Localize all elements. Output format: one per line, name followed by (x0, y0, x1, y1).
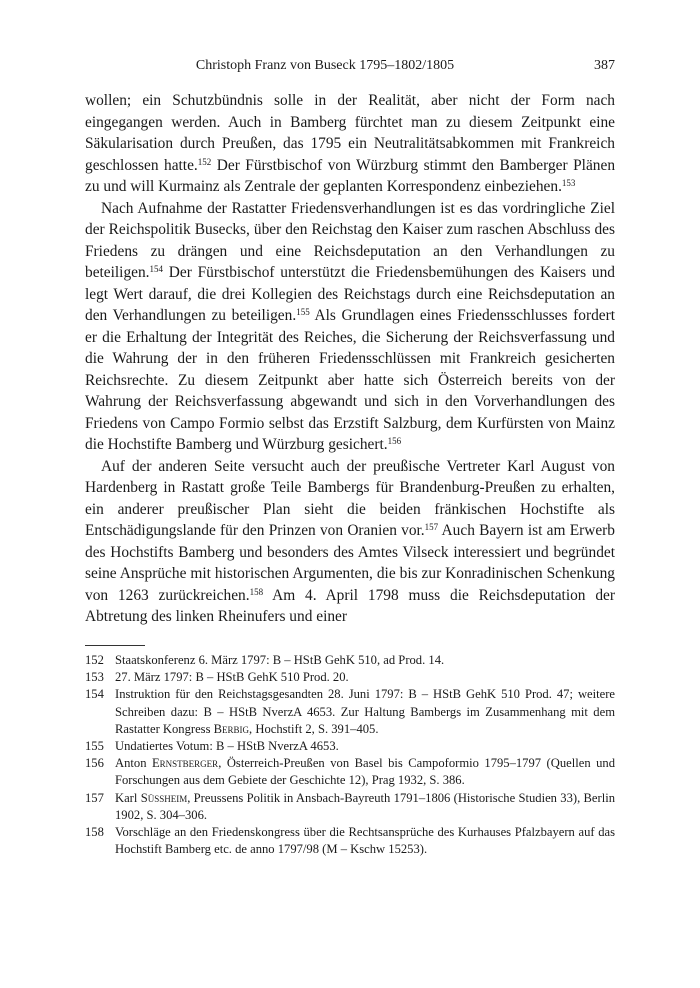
text-run: Der Fürstbischof unterstützt die Friedensbemühungen des Kaisers und legt Wert darauf, die drei Kollegien des Reichstags durch eine Reichsdeputation an den Verhandlungen zu beteiligen. (85, 264, 615, 324)
footnote-number: 157 (85, 790, 104, 805)
footnote-ref: 155 (296, 307, 310, 317)
footnote (85, 652, 615, 669)
paragraph (85, 198, 615, 456)
footnote-ref: 158 (249, 586, 264, 597)
footnote-ref: 152 (197, 156, 212, 167)
text-run: , Preussens Politik in Ansbach-Bayreuth 1791–1806 (Historische Studien 33), Berlin 1902, S. 304–306. (115, 790, 615, 822)
footnote-ref: 154 (149, 264, 164, 274)
footnote (85, 755, 615, 789)
author-name: Ernstberger (151, 756, 219, 771)
text-run: wollen; ein Schutzbündnis solle in der Realität, aber nicht der Form nach eingegangen werden. Auch in Bamberg fürchtet man zu diesem Zeitpunkt eine Säkularisation durch Preußen, das 1795 ein Neutralitätsabkommen mit Frankreich geschlossen hatte. (85, 92, 615, 174)
footnote-text: Undatiertes Votum: B – HStB NverzA 4653. (115, 739, 339, 754)
footnotes (85, 652, 615, 858)
footnote-text: Staatskonferenz 6. März 1797: B – HStB GehK 510, ad Prod. 14. (115, 653, 445, 667)
text-run: Instruktion für den Reichstagsgesandten 28. Juni 1797: B – HStB GehK 510 Prod. 47; weitere Schreiben dazu: B – HStB NverzA 4653. Zur Haltung Bambergs im Zusammenhang mit dem Rastatter Kongress (115, 687, 615, 736)
footnote-divider (85, 645, 145, 646)
text-run: Auch Bayern ist am Erwerb des Hochstifts Bamberg und besonders des Amtes Vilseck interessiert und begründet seine Ansprüche mit historischen Argumenten, die bis zur Konradinischen Schenkung von 1263 zurückreichen. (85, 522, 615, 604)
author-name: Süssheim (140, 790, 188, 805)
text-run: , Hochstift 2, S. 391–405. (249, 721, 379, 736)
footnote-number: 154 (85, 687, 104, 702)
footnote-text (115, 686, 615, 738)
footnote-text (115, 755, 615, 789)
footnote-ref: 157 (424, 522, 439, 532)
footnote-number: 152 (85, 653, 104, 667)
footnote-text (115, 790, 615, 824)
footnote-number: 158 (85, 825, 104, 840)
footnote (85, 790, 615, 824)
footnote-number: 155 (85, 739, 104, 754)
footnote-number: 156 (85, 756, 104, 771)
footnote-ref: 153 (561, 178, 576, 188)
text-run: Als Grundlagen eines Friedensschlusses fordert er die Erhaltung der Integrität des Reiches, die Sicherung der Reichsverfassung und die Wahrung der in den früheren Friedensschlüssen mit Frankreich gesicherten Reichsrechte. Zu diesem Zeitpunkt aber hatte sich Österreich bereits von der Wahrung der Reichsverfassung abgewandt und sich in den Vorverhandlungen des Friedens von Campo Formio selbst das Erzstift Salzburg, dem Kurfürsten von Mainz die Hochstifte Bamberg und Würzburg gesichert. (85, 307, 615, 453)
footnote (85, 686, 615, 738)
footnote (85, 669, 615, 686)
main-text (85, 90, 615, 628)
footnote-ref: 156 (387, 436, 402, 446)
footnote-text: Vorschläge an den Friedenskongress über die Rechtsansprüche des Kurhauses Pfalzbayern auf das Hochstift Bamberg etc. de anno 1797/98 (M – Kschw 15253). (115, 825, 615, 857)
text-run: , Österreich-Preußen von Basel bis Campoformio 1795–1797 (Quellen und Forschungen aus dem Gebiete der Geschichte 12), Prag 1932, S. 386. (115, 756, 615, 788)
footnote-number: 153 (85, 670, 104, 685)
footnote-text: 27. März 1797: B – HStB GehK 510 Prod. 20. (115, 670, 349, 685)
text-run: Auf der anderen Seite versucht auch der preußische Vertreter Karl August von Hardenberg in Rastatt große Teile Bambergs für Brandenburg-Preußen zu erhalten, ein anderer preußischer Plan sieht die beiden fränkischen Hochstifte als Entschädigungslande für den Prinzen von Oranien vor. (85, 457, 615, 539)
running-title: Christoph Franz von Buseck 1795–1802/1805 (195, 58, 455, 73)
text-run: Karl (115, 790, 141, 805)
text-run: Nach Aufnahme der Rastatter Friedensverhandlungen ist es das vordringliche Ziel der Reichspolitik Busecks, über den Reichstag den Kaiser zum raschen Abschluss des Friedens zu drängen und eine Reichsdeputation an den Verhandlungen zu beteiligen. (85, 199, 615, 281)
paragraph (85, 456, 615, 628)
page-header (85, 58, 615, 80)
paragraph (85, 90, 615, 198)
text-run: Am 4. April 1798 muss die Reichsdeputation der Abtretung des linken Rheinufers und einer (85, 586, 615, 625)
page-number: 387 (594, 58, 615, 73)
author-name: Berbig (213, 721, 250, 736)
text-run: Der Fürstbischof von Würzburg stimmt den Bamberger Plänen zu und will Kurmainz als Zentrale der geplanten Korrespondenz einbeziehen. (85, 156, 616, 195)
footnote (85, 824, 615, 858)
text-run: Anton (115, 756, 152, 771)
footnote (85, 738, 615, 755)
